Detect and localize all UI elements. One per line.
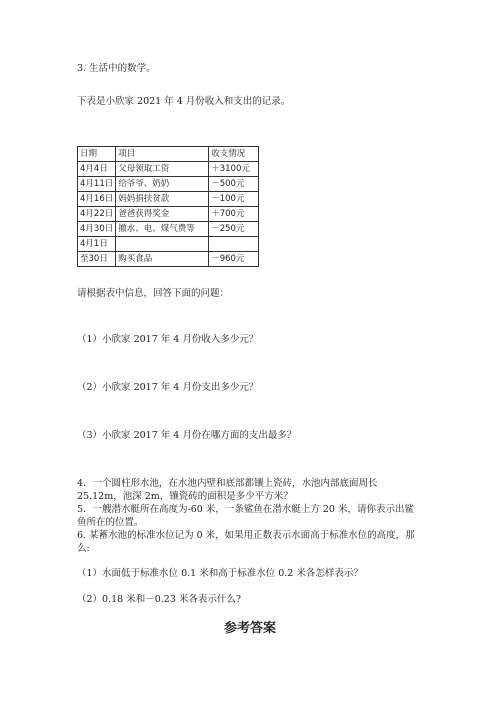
cell-item: 购买食品: [116, 252, 209, 267]
cell-item: 父母领取工资: [116, 162, 209, 177]
problem-5: 5．一艘潜水艇所在高度为-60 米，一条鲨鱼在潜水艇上方 20 米，请你表示出鲨鱼所在的位置。: [77, 504, 414, 528]
cell-date: 4月16日: [78, 192, 116, 207]
cell-date: 至30日: [78, 252, 116, 267]
table-description: 下表是小欣家 2021 年 4 月份收入和支出的记录。: [77, 96, 291, 107]
cell-amount: －250元: [209, 222, 259, 237]
cell-item: 撤水、电、煤气费等: [116, 222, 209, 237]
cell-date: 4月30日: [78, 222, 116, 237]
problem-6: 6. 某蓄水池的标准水位记为 0 米，如果用正数表示水面高于标准水位的高度，那么:: [77, 530, 415, 554]
cell-amount: ＋700元: [209, 207, 259, 222]
cell-item: 妈妈捐扶贫款: [116, 192, 209, 207]
prompt-text: 请根据表中信息，回答下面的问题：: [77, 288, 230, 299]
table-row: [78, 252, 259, 267]
table-row: [78, 192, 259, 207]
sub-question-2: （2）0.18 米和－0.23 米各表示什么?: [77, 594, 241, 605]
header-item: 项目: [116, 147, 209, 162]
table-header-row: [78, 147, 259, 162]
cell-amount: －500元: [209, 177, 259, 192]
question-1: （1）小欣家 2017 年 4 月份收入多少元？: [77, 334, 259, 345]
problem-4: 4．一个圆柱形水池，在水池内壁和底部都镶上瓷砖，水池内部底面周长 25.12m，池深 2m，镶瓷砖的面积是多少平方米？: [77, 478, 378, 502]
cell-date: 4月1日: [78, 237, 116, 252]
sub-question-1: （1）水面低于标准水位 0.1 米和高于标准水位 0.2 米各怎样表示？: [77, 568, 363, 579]
answer-title: 参考答案: [223, 621, 276, 636]
question-2: （2）小欣家 2017 年 4 月份支出多少元？: [77, 382, 259, 393]
income-expense-table: [77, 146, 259, 267]
cell-amount: ＋3100元: [209, 162, 259, 177]
header-date: 日期: [78, 147, 116, 162]
header-amount: 收支情况: [209, 147, 259, 162]
question-3: （3）小欣家 2017 年 4 月份在哪方面的支出最多？: [77, 430, 297, 441]
cell-amount: [209, 237, 259, 252]
cell-item: 给爷爷、奶奶: [116, 177, 209, 192]
table-row: [78, 162, 259, 177]
cell-date: 4月4日: [78, 162, 116, 177]
cell-item: [116, 237, 209, 252]
table-row: [78, 237, 259, 252]
cell-date: 4月11日: [78, 177, 116, 192]
cell-date: 4月22日: [78, 207, 116, 222]
section-heading: 3. 生活中的数学。: [77, 63, 156, 74]
table-row: [78, 222, 259, 237]
cell-amount: －960元: [209, 252, 259, 267]
cell-amount: －100元: [209, 192, 259, 207]
table-row: [78, 177, 259, 192]
cell-item: 爸爸获得奖金: [116, 207, 209, 222]
table-row: [78, 207, 259, 222]
